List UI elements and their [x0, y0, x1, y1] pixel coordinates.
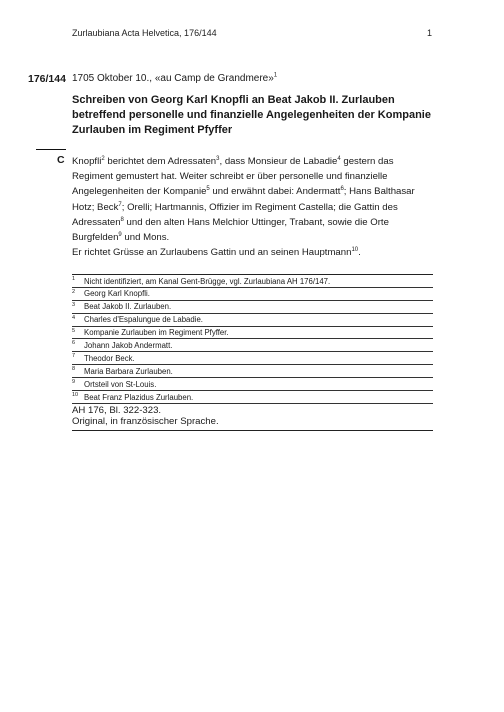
footnote-ref: 4 [337, 155, 341, 162]
date-place-text: 1705 Oktober 10., «au Camp de Grandmere» [72, 73, 274, 84]
page-number: 1 [427, 28, 433, 38]
footnote-number: 9 [72, 379, 76, 386]
regest-body [72, 154, 437, 260]
footnote-ref: 6 [340, 186, 344, 193]
date-place-line [72, 73, 277, 84]
footnote-list [72, 275, 433, 404]
source-signature: AH 176, Bl. 322-323. [72, 405, 162, 416]
footnote-text: Charles d'Espalungue de Labadie. [84, 315, 203, 325]
footnote-text: Nicht identifiziert, am Kanal Gent-Brügge, vgl. Zurlaubiana AH 176/147. [84, 276, 331, 286]
footnote [72, 378, 433, 391]
footnote-text: Ortsteil von St-Louis. [84, 379, 157, 389]
footnote-number: 10 [72, 392, 79, 399]
body-text: , dass Monsieur de Labadie [219, 156, 338, 167]
footnote-number: 6 [72, 340, 76, 347]
footnote [72, 288, 433, 301]
body-text: und erwähnt dabei: Andermatt [209, 186, 341, 198]
footnote-text: Theodor Beck. [84, 353, 135, 363]
body-text: gestern das Regiment gemustert hat. Weiter schreibt er über personelle und finanzielle Angelegenheiten der Kompanie [72, 156, 394, 198]
footnote-number: 8 [72, 366, 76, 373]
footnote-ref: 7 [118, 201, 122, 208]
footnote [72, 339, 433, 352]
footnote [72, 327, 433, 340]
document-number: 176/144 [28, 73, 66, 85]
body-text: Er richtet Grüsse an Zurlaubens Gattin und an seinen Hauptmann [72, 247, 352, 259]
footnote [72, 275, 433, 288]
footnote [72, 391, 433, 404]
footnote-text: Johann Jakob Andermatt. [84, 340, 173, 350]
footnote-number: 1 [72, 276, 76, 282]
margin-rule [36, 149, 66, 150]
document-title: Schreiben von Georg Karl Knopfli an Beat Jakob II. Zurlauben betreffend personelle und finanzielle Angelegenheiten der Kompanie Zurlauben im Regiment Pfyffer [72, 94, 431, 136]
footnote-number: 4 [72, 314, 76, 321]
body-text: und den alten Hans Melchior Uttinger, Trabant, sowie die Orte Burgfelden [72, 216, 389, 244]
body-text: . [358, 247, 361, 259]
footnote-ref: 8 [120, 216, 124, 223]
footnote-number: 7 [72, 353, 76, 360]
footnote-text: Beat Jakob II. Zurlauben. [84, 302, 172, 312]
footnote-number: 2 [72, 288, 76, 295]
document-marker: C [57, 154, 65, 166]
footnote-ref: 2 [101, 155, 105, 162]
footnote [72, 301, 433, 314]
body-text: berichtet dem Adressaten [104, 156, 217, 167]
body-text: ; Hans Balthasar Hotz; Beck [72, 186, 415, 213]
footnote-ref: 3 [216, 155, 220, 162]
body-text: und Mons. [121, 232, 170, 244]
footnote-ref: 5 [206, 186, 210, 193]
footnote-text: Georg Karl Knopfli. [84, 289, 150, 299]
footnote-number: 3 [72, 301, 76, 308]
footnote-text: Maria Barbara Zurlauben. [84, 366, 173, 376]
footnote-ref: 10 [351, 247, 359, 254]
body-text: ; Orelli; Hartmannis, Offizier im Regiment Castella; die Gattin des Adressaten [72, 201, 398, 228]
footnote [72, 365, 433, 378]
running-title: Zurlaubiana Acta Helvetica, 176/144 [72, 28, 217, 38]
footnote-ref: 9 [118, 231, 122, 238]
body-text: Knopfli [72, 156, 102, 167]
footnote-text: Kompanie Zurlauben im Regiment Pfyffer. [84, 328, 229, 338]
source-description: Original, in französischer Sprache. [72, 416, 219, 427]
footnote [72, 352, 433, 365]
footnote-text: Beat Franz Plazidus Zurlauben. [84, 392, 194, 402]
footnote-number: 5 [72, 327, 76, 334]
footnote [72, 314, 433, 327]
source-note [72, 405, 433, 431]
footnote-ref: 1 [273, 72, 278, 79]
